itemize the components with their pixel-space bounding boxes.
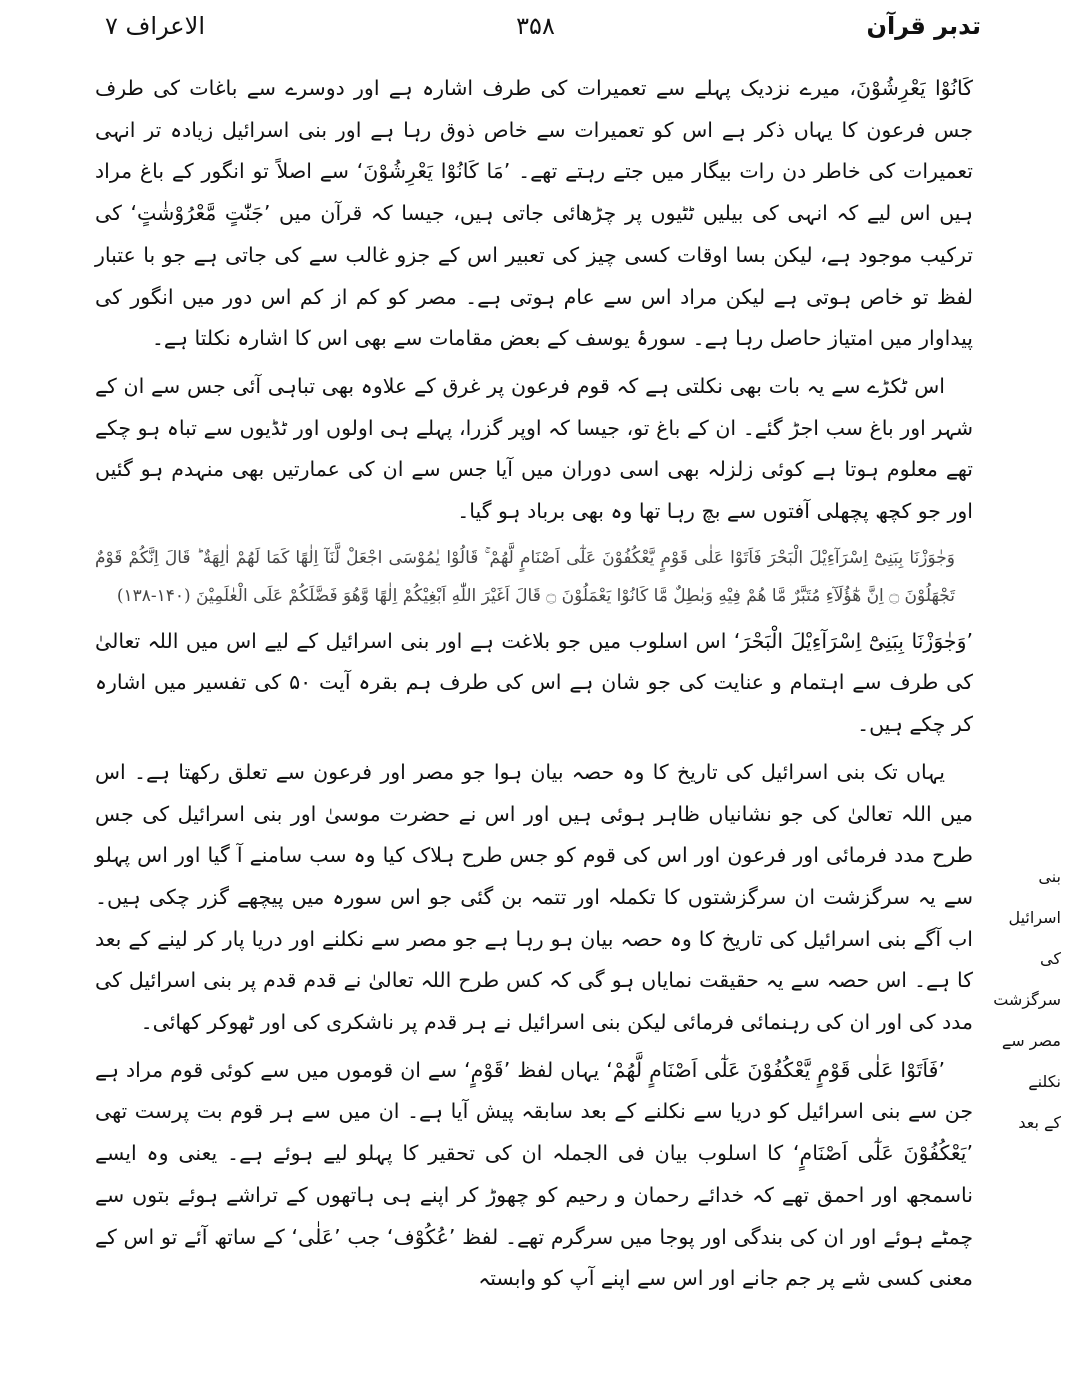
paragraph: ’وَجٰوَزْنَا بِبَنِیْٓ اِسْرَآءِیْلَ الْبَحْرَ‘ اس اسلوب میں جو بلاغت ہے اور بنی اسرائیل کے لیے اس میں اللہ تعالیٰ کی طرف سے اہتمام و عنایت کی جو شان ہے اس کی طرف ہم بقرہ آیت ۵۰ کی تفسیر میں اشارہ کر چکے ہیں۔ <box>95 628 973 737</box>
page-header <box>0 12 1071 52</box>
page-body <box>95 68 973 1306</box>
surah-name: الاعراف ۷ <box>105 12 205 40</box>
margin-note <box>983 856 1061 1143</box>
page-number: ۳۵۸ <box>516 12 555 40</box>
margin-note-line: کی سرگزشت <box>993 949 1061 1009</box>
paragraph: کَانُوْا یَعْرِشُوْنَ، میرے نزدیک پہلے سے تعمیرات کی طرف اشارہ ہے اور دوسرے سے باغات کی طرف جس فرعون کا یہاں ذکر ہے اس کو تعمیرات سے خاص ذوق رہا ہے اور بنی اسرائیل زیادہ تر انہی تعمیرات کی خاطر دن رات بیگار میں جتے رہتے تھے۔ ’مَا کَانُوْا یَعْرِشُوْنَ‘ سے اصلاً تو انگور کے باغ مراد ہیں اس لیے کہ انہی کی بیلیں ٹٹیوں پر چڑھائی جاتی ہیں، جیسا کہ قرآن میں ’جَنّٰتٍ مَّعْرُوْشٰتٍ‘ کی ترکیب موجود ہے، لیکن بسا اوقات کسی چیز کی تعبیر اس کے جزو غالب سے کی جاتی ہے جو با عتبار لفظ تو خاص ہوتی ہے لیکن مراد اس سے عام ہوتی ہے۔ مصر کو کم از کم اس دور میں انگور کی پیداوار میں امتیاز حاصل رہا ہے۔ سورۂ یوسف کے بعض مقامات سے بھی اس کا اشارہ نکلتا ہے۔ <box>95 76 973 351</box>
book-title: تدبر قرآن <box>866 12 981 40</box>
paragraph: اس ٹکڑے سے یہ بات بھی نکلتی ہے کہ قوم فرعون پر غرق کے علاوہ بھی تباہی آئی جس سے ان کے شہر اور باغ سب اجڑ گئے۔ ان کے باغ تو، جیسا کہ اوپر گزرا، پہلے ہی اولوں اور ٹڈیوں سے تباہ ہو چکے تھے معلوم ہوتا ہے کوئی زلزلہ بھی اسی دوران میں آیا جس سے ان کی عمارتیں بھی منہدم ہو گئیں اور جو کچھ پچھلی آفتوں سے بچ رہا تھا وہ بھی برباد ہو گیا۔ <box>95 373 973 524</box>
quran-verse-block <box>95 539 973 615</box>
margin-note-line: کے بعد <box>1018 1113 1061 1132</box>
verse-reference: (۱۳۸-۱۴۰) <box>116 585 191 606</box>
margin-note-line: بنی اسرائیل <box>1008 867 1061 927</box>
paragraph: یہاں تک بنی اسرائیل کی تاریخ کا وہ حصہ بیان ہوا جو مصر اور فرعون سے تعلق رکھتا ہے۔ اس میں اللہ تعالیٰ کی جو نشانیاں ظاہر ہوئی ہیں اور اس نے حضرت موسیٰ اور بنی اسرائیل کی جس طرح مدد فرمائی اور فرعون اور اس کی قوم کو جس طرح ہلاک کیا وہ سب سامنے آ گیا اور اس پہلو سے یہ سرگزشت ان سرگزشتوں کا تکملہ اور تتمہ بن گئی جو اس سورہ میں پیچھے گزر چکی ہیں۔ اب آگے بنی اسرائیل کی تاریخ کا وہ حصہ بیان ہو رہا ہے جو مصر سے نکلنے اور دریا پار کر لینے کے بعد کا ہے۔ اس حصہ سے یہ حقیقت نمایاں ہو گی کہ کس طرح اللہ تعالیٰ نے قدم قدم پر بنی اسرائیل کی مدد کی اور ان کی رہنمائی فرمائی لیکن بنی اسرائیل نے ہر قدم پر ناشکری کی اور ٹھوکر کھائی۔ <box>95 759 973 1035</box>
quran-verse-text: وَجٰوَزْنَا بِبَنِیْٓ اِسْرَآءِیْلَ الْبَحْرَ فَاَتَوْا عَلٰی قَوْمٍ یَّعْکُفُوْنَ عَلٰٓی اَصْنَامٍ لَّهُمْ ۚ قَالُوْا یٰمُوْسَی اجْعَلْ لَّنَآ اِلٰهًا كَمَا لَهُمْ اٰلِهَةٌ ؕ قَالَ اِنَّكُمْ قَوْمٌ تَجْهَلُوْنَ ۝ اِنَّ هٰٓؤُلَآءِ مُتَبَّرٌ مَّا هُمْ فِیْهِ وَبٰطِلٌ مَّا كَانُوْا یَعْمَلُوْنَ ۝ قَالَ اَغَیْرَ اللّٰهِ اَبْغِیْكُمْ اِلٰهًا وَّهُوَ فَضَّلَكُمْ عَلَی الْعٰلَمِیْنَ <box>95 547 955 606</box>
margin-note-line: مصر سے نکلنے <box>1001 1031 1061 1091</box>
paragraph: ’فَاَتَوْا عَلٰی قَوْمٍ یَّعْکُفُوْنَ عَلٰٓی اَصْنَامٍ لَّهُمْ‘ یہاں لفظ ’قَوْمٍ‘ سے ان قوموں میں سے کوئی قوم مراد ہے جن سے بنی اسرائیل کو دریا سے نکلنے کے بعد سابقہ پیش آیا ہے۔ ان میں سے ہر قوم بت پرست تھی ’یَعْکُفُوْنَ عَلٰٓی اَصْنَامٍ‘ کا اسلوب بیان فی الجملہ ان کی تحقیر کا پہلو لیے ہوئے ہے۔ یعنی وہ ایسے ناسمجھ اور احمق تھے کہ خدائے رحمان و رحیم کو چھوڑ کر اپنے ہی ہاتھوں کے تراشے ہوئے بتوں سے چمٹے ہوئے اور ان کی بندگی اور پوجا میں سرگرم تھے۔ لفظ ’عُکُوْف‘ جب ’عَلٰی‘ کے ساتھ آئے تو اس کے معنی کسی شے پر جم جانے اور اس سے اپنے آپ کو وابستہ <box>95 1057 973 1291</box>
